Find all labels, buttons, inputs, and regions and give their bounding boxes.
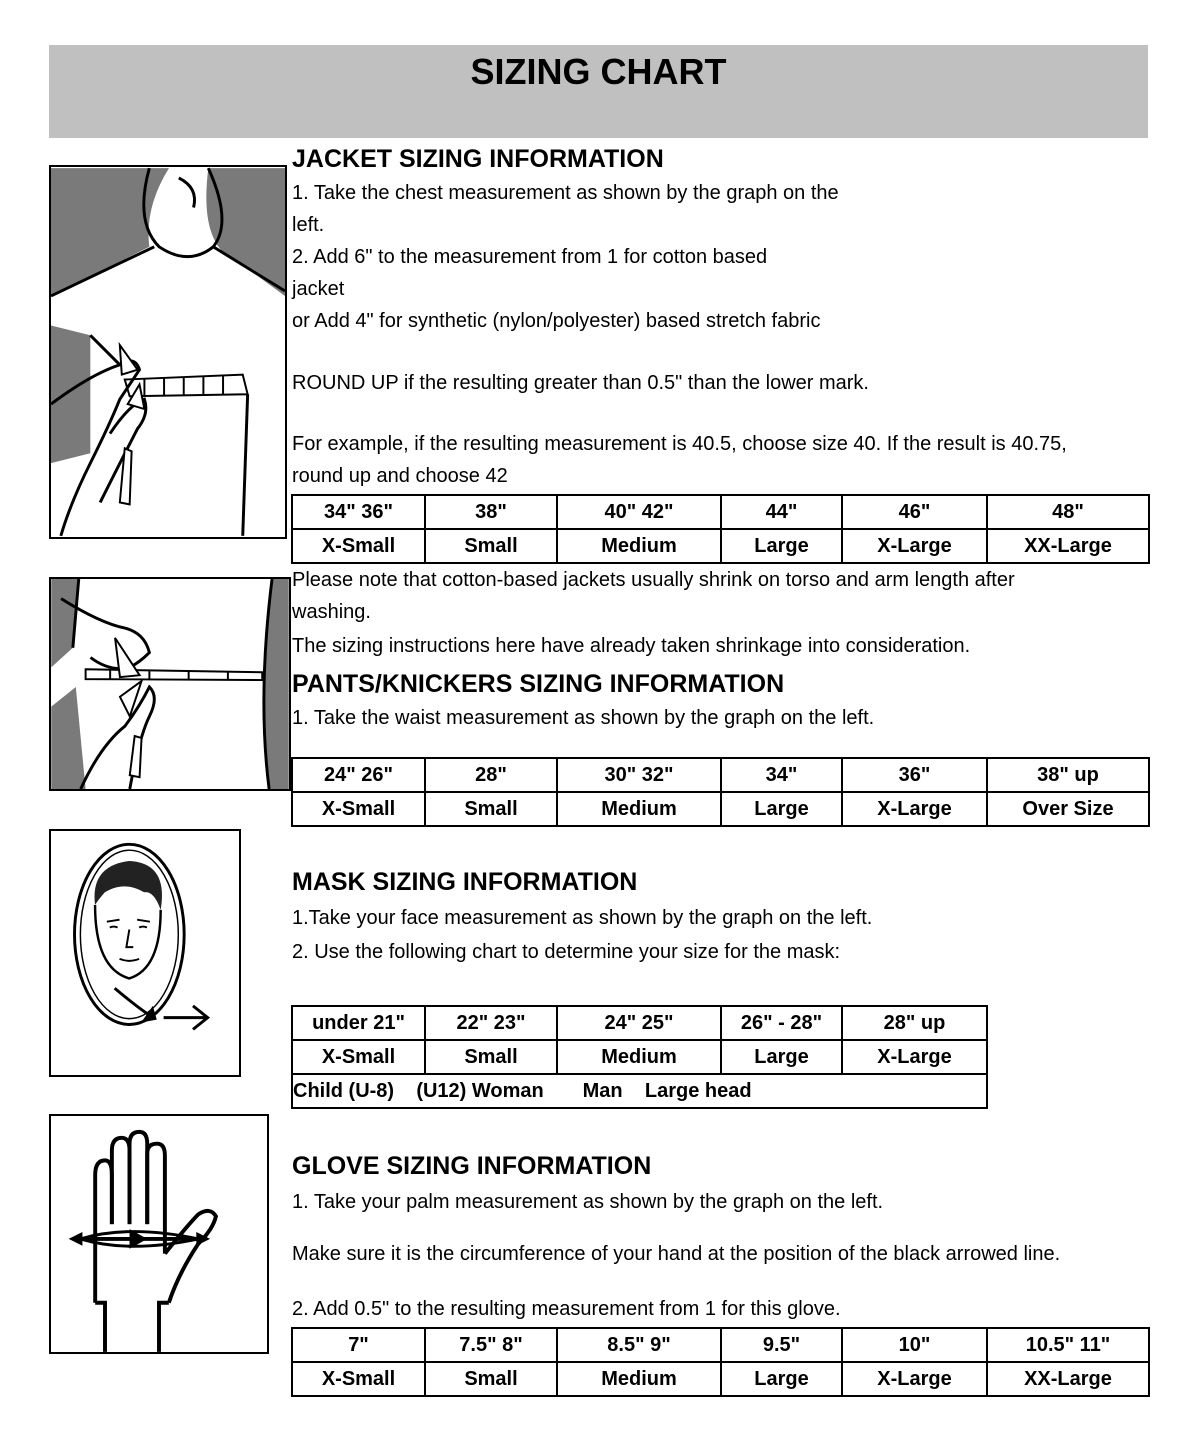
palm-measurement-figure [49, 1114, 269, 1354]
measure-cell: 44" [721, 495, 842, 529]
table-row [292, 792, 1149, 826]
chest-measurement-figure [49, 165, 287, 539]
glove-step-1: 1. Take your palm measurement as shown by the graph on the left. [292, 1191, 884, 1213]
measure-cell: 9.5" [721, 1328, 842, 1362]
mask-heading: MASK SIZING INFORMATION [292, 868, 638, 896]
measure-cell: 36" [842, 758, 987, 792]
jacket-step-2: 2. Add 6" to the measurement from 1 for cotton based [292, 246, 768, 268]
glove-heading: GLOVE SIZING INFORMATION [292, 1152, 652, 1180]
table-row [292, 1362, 1149, 1396]
face-measurement-figure [49, 829, 241, 1077]
size-cell: X-Large [842, 529, 987, 563]
glove-step-2: 2. Add 0.5" to the resulting measurement from 1 for this glove. [292, 1298, 841, 1320]
jacket-step-1: 1. Take the chest measurement as shown by the graph on the [292, 182, 839, 204]
size-cell: Small [425, 529, 557, 563]
measure-cell: 34" [721, 758, 842, 792]
mask-step-1: 1.Take your face measurement as shown by the graph on the left. [292, 907, 873, 929]
size-cell: XX-Large [987, 529, 1149, 563]
measure-cell: 46" [842, 495, 987, 529]
measure-cell: 24" 26" [292, 758, 425, 792]
table-row [292, 529, 1149, 563]
size-cell: X-Small [292, 792, 425, 826]
glove-note: Make sure it is the circumference of your hand at the position of the black arrowed line. [292, 1243, 1061, 1265]
jacket-heading: JACKET SIZING INFORMATION [292, 145, 664, 173]
glove-size-table [291, 1327, 1150, 1397]
jacket-round-up: ROUND UP if the resulting greater than 0.5" than the lower mark. [292, 372, 869, 394]
size-cell: Large [721, 1040, 842, 1074]
size-cell: X-Large [842, 792, 987, 826]
measure-cell: 22" 23" [425, 1006, 557, 1040]
mask-audience-row: Child (U-8) (U12) Woman Man Large head [292, 1074, 987, 1108]
size-cell: Large [721, 1362, 842, 1396]
measure-cell: 10.5" 11" [987, 1328, 1149, 1362]
table-row [292, 1074, 987, 1108]
size-cell: X-Small [292, 529, 425, 563]
table-row [292, 1040, 987, 1074]
page-title: SIZING CHART [470, 51, 727, 92]
table-row [292, 1328, 1149, 1362]
measure-cell: 7" [292, 1328, 425, 1362]
measure-cell: 30" 32" [557, 758, 721, 792]
size-cell: X-Small [292, 1362, 425, 1396]
measure-cell: 38" [425, 495, 557, 529]
palm-measurement-illustration [51, 1116, 267, 1352]
size-cell: XX-Large [987, 1362, 1149, 1396]
measure-cell: 28" up [842, 1006, 987, 1040]
size-cell: Large [721, 792, 842, 826]
size-cell: Over Size [987, 792, 1149, 826]
pants-size-table [291, 757, 1150, 827]
size-cell: Small [425, 792, 557, 826]
table-row [292, 1006, 987, 1040]
size-cell: Large [721, 529, 842, 563]
jacket-example-1: For example, if the resulting measurement is 40.5, choose size 40. If the result is 40.75, [292, 433, 1067, 455]
measure-cell: 24" 25" [557, 1006, 721, 1040]
pants-step-1: 1. Take the waist measurement as shown by the graph on the left. [292, 707, 875, 729]
jacket-note-2: washing. [292, 601, 371, 623]
size-cell: Small [425, 1362, 557, 1396]
measure-cell: 7.5" 8" [425, 1328, 557, 1362]
measure-cell: 40" 42" [557, 495, 721, 529]
jacket-step-2-alt: or Add 4" for synthetic (nylon/polyester) based stretch fabric [292, 310, 821, 332]
size-cell: Medium [557, 529, 721, 563]
title-banner [49, 45, 1148, 138]
waist-measurement-figure [49, 577, 291, 791]
jacket-note-3: The sizing instructions here have already taken shrinkage into consideration. [292, 635, 971, 657]
mask-step-2: 2. Use the following chart to determine your size for the mask: [292, 941, 841, 963]
measure-cell: 48" [987, 495, 1149, 529]
size-cell: X-Large [842, 1040, 987, 1074]
size-cell: X-Large [842, 1362, 987, 1396]
measure-cell: 10" [842, 1328, 987, 1362]
jacket-step-2-cont: jacket [292, 278, 345, 300]
chest-measurement-illustration [51, 167, 285, 537]
size-cell: Small [425, 1040, 557, 1074]
measure-cell: 28" [425, 758, 557, 792]
jacket-example-2: round up and choose 42 [292, 465, 508, 487]
table-row [292, 758, 1149, 792]
size-cell: Medium [557, 792, 721, 826]
jacket-size-table [291, 494, 1150, 564]
size-cell: Medium [557, 1362, 721, 1396]
measure-cell: 26" - 28" [721, 1006, 842, 1040]
waist-measurement-illustration [51, 579, 289, 789]
size-cell: Medium [557, 1040, 721, 1074]
jacket-note-1: Please note that cotton-based jackets usually shrink on torso and arm length after [292, 569, 1015, 591]
measure-cell: under 21" [292, 1006, 425, 1040]
size-cell: X-Small [292, 1040, 425, 1074]
jacket-step-1-cont: left. [292, 214, 325, 236]
table-row [292, 495, 1149, 529]
pants-heading: PANTS/KNICKERS SIZING INFORMATION [292, 670, 785, 698]
measure-cell: 34" 36" [292, 495, 425, 529]
face-measurement-illustration [51, 831, 239, 1075]
measure-cell: 8.5" 9" [557, 1328, 721, 1362]
measure-cell: 38" up [987, 758, 1149, 792]
mask-size-table [291, 1005, 988, 1109]
